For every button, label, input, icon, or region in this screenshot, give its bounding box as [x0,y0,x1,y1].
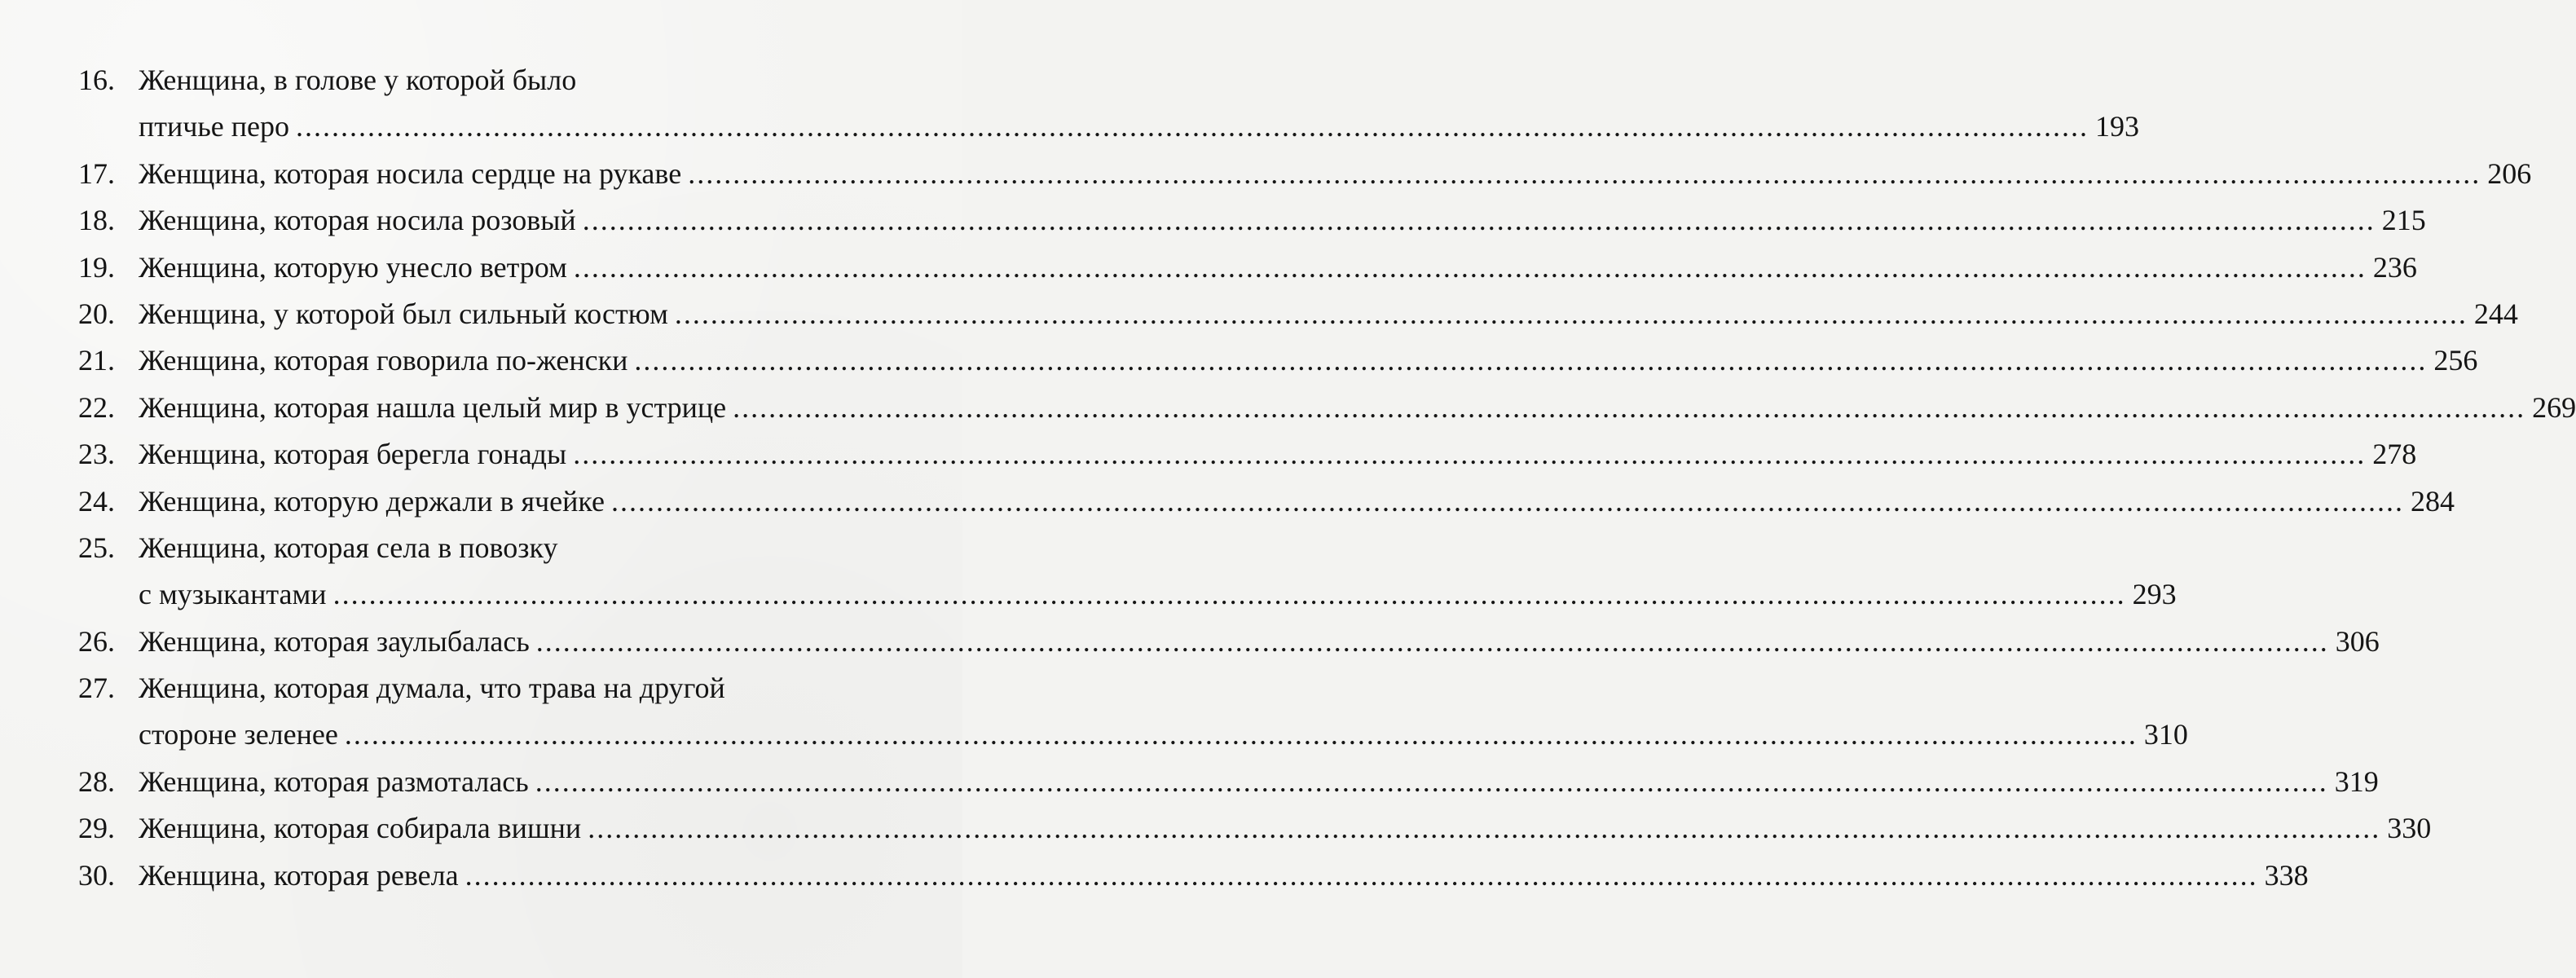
toc-page-number: 338 [2264,858,2309,892]
dot-leader: ........................................................................................................................................................................................................ [573,250,2367,284]
toc-entry-title: Женщина, у которой был сильный костюм [139,297,668,330]
toc-entry-title: стороне зеленее [139,718,338,751]
toc-entry [78,478,2455,525]
toc-page-number: 236 [2372,250,2417,284]
toc-entry [78,197,2426,244]
toc-line [78,431,2417,478]
toc-entry [78,759,2379,805]
table-of-contents [78,57,2576,899]
toc-entry-number: 19. [78,250,115,284]
toc-entry-title: Женщина, которая говорила по-женски [139,344,628,377]
toc-line [78,385,2576,431]
toc-line [78,151,2532,197]
toc-entry-title: Женщина, которая заулыбалась [139,624,530,658]
toc-entry-title: Женщина, которая носила сердце на рукаве [139,156,682,190]
toc-line [78,571,2177,618]
toc-line [78,805,2432,852]
toc-entry-title: Женщина, в голове у которой было [139,64,577,96]
dot-leader: ........................................................................................................................................................................................................ [610,484,2404,518]
dot-leader: ........................................................................................................................................................................................................ [535,624,2329,658]
toc-page-number: 256 [2433,344,2478,377]
toc-line [78,759,2379,805]
toc-page-number: 244 [2473,297,2518,330]
toc-entry-title: Женщина, которая носила розовый [139,204,576,237]
toc-entry [78,619,2380,665]
toc-entry-number: 23. [78,438,115,471]
toc-entry [78,385,2576,431]
toc-entry-title: Женщина, которая нашла целый мир в устрице [139,390,727,424]
toc-page-number: 278 [2372,438,2417,471]
toc-line [78,478,2455,525]
dot-leader: ........................................................................................................................................................................................................ [588,812,2381,845]
toc-entry-title: с музыкантами [139,578,327,611]
toc-line [78,852,2309,899]
toc-line [78,244,2417,291]
toc-entry-number: 20. [78,297,115,330]
toc-entry-number: 30. [78,858,115,892]
toc-page-number: 215 [2381,204,2426,237]
toc-entry-number: 27. [78,672,115,705]
toc-entry-title: Женщина, которую держали в ячейке [139,484,605,518]
toc-page-number: 293 [2132,578,2177,611]
toc-entry-number: 16. [78,64,115,96]
toc-entry [78,291,2518,337]
dot-leader: ........................................................................................................................................................................................................ [535,764,2328,798]
toc-entry-number: 17. [78,156,115,190]
toc-page-number: 306 [2335,624,2380,658]
toc-entry-title: Женщина, которая думала, что трава на другой [139,672,725,705]
dot-leader: ........................................................................................................................................................................................................ [733,390,2526,424]
toc-line [78,525,897,571]
toc-entry [78,525,2177,619]
toc-entry-title: Женщина, которая собирала вишни [139,812,582,845]
toc-entry-number: 18. [78,204,115,237]
dot-leader: ........................................................................................................................................................................................................ [634,344,2428,377]
toc-line [78,291,2518,337]
toc-entry [78,57,2140,151]
toc-entry-number: 26. [78,624,115,658]
dot-leader: ........................................................................................................................................................................................................ [332,578,2126,611]
toc-line [78,104,2140,150]
toc-entry [78,805,2432,852]
toc-line [78,711,2188,758]
toc-page-number: 269 [2532,390,2576,424]
dot-leader: ........................................................................................................................................................................................................ [344,718,2138,751]
toc-line [78,57,897,104]
toc-page-number: 284 [2410,484,2455,518]
toc-entry-title: Женщина, которая ревела [139,858,459,892]
toc-entry-number: 28. [78,764,115,798]
toc-line [78,337,2478,384]
toc-entry-title: Женщина, которая села в повозку [139,531,558,564]
toc-line [78,197,2426,244]
toc-page-number: 193 [2095,110,2140,143]
toc-entry-number: 25. [78,531,115,564]
dot-leader: ........................................................................................................................................................................................................ [465,858,2258,892]
toc-page-number: 206 [2487,156,2532,190]
toc-entry [78,244,2417,291]
toc-entry-number: 24. [78,484,115,518]
toc-line [78,665,897,711]
dot-leader: ........................................................................................................................................................................................................ [688,156,2481,190]
toc-line [78,619,2380,665]
toc-entry [78,151,2532,197]
toc-entry-title: Женщина, которая размоталась [139,764,529,798]
dot-leader: ........................................................................................................................................................................................................ [674,297,2468,330]
dot-leader: ........................................................................................................................................................................................................ [582,204,2376,237]
toc-page-number: 319 [2334,764,2379,798]
toc-entry-title: птичье перо [139,110,290,143]
toc-entry [78,337,2478,384]
toc-entry [78,431,2417,478]
dot-leader: ........................................................................................................................................................................................................ [296,110,2089,143]
toc-entry-title: Женщина, которая берегла гонады [139,438,567,471]
toc-page-number: 310 [2143,718,2188,751]
toc-entry-number: 21. [78,344,115,377]
toc-entry [78,665,2188,759]
toc-entry [78,852,2309,899]
toc-entry-number: 29. [78,812,115,845]
toc-entry-number: 22. [78,390,115,424]
dot-leader: ........................................................................................................................................................................................................ [573,438,2367,471]
toc-page-number: 330 [2387,812,2432,845]
toc-entry-title: Женщина, которую унесло ветром [139,250,567,284]
